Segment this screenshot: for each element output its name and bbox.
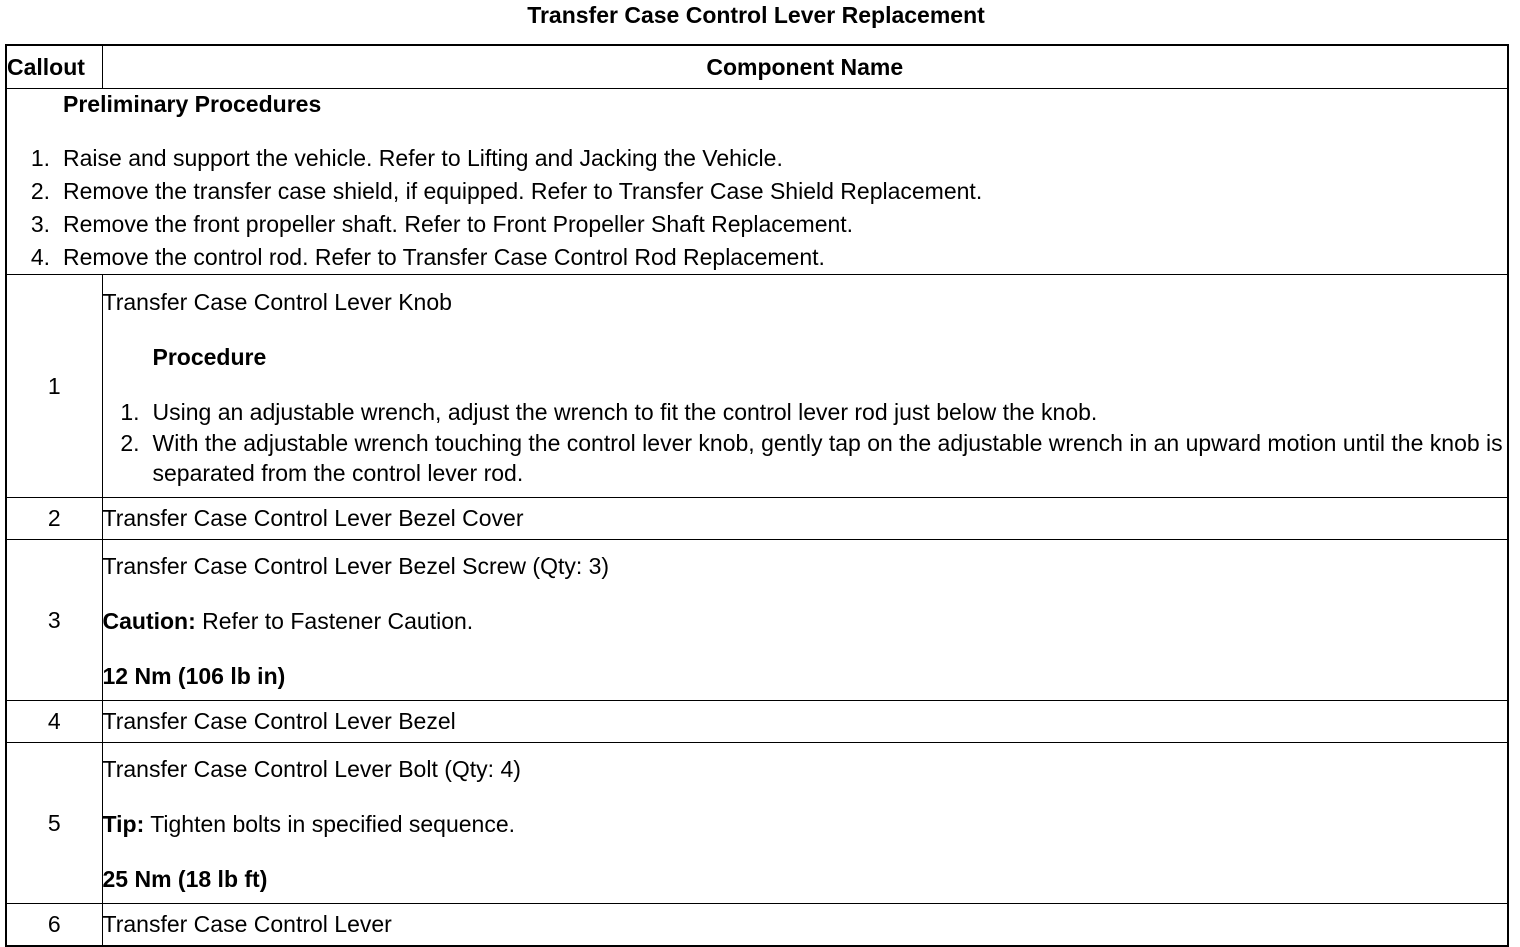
procedure-heading: Procedure <box>152 343 267 370</box>
caution-label: Caution: <box>102 608 196 634</box>
tip-note <box>103 809 1508 839</box>
table-row <box>6 275 1508 498</box>
procedure-step <box>103 428 1508 488</box>
step-number: 2. <box>30 178 50 204</box>
tip-text: Tighten bolts in specified sequence. <box>144 811 516 837</box>
component-cell <box>102 540 1508 701</box>
component-name: Transfer Case Control Lever Knob <box>102 288 452 315</box>
procedure-table <box>5 44 1509 947</box>
component-name: Transfer Case Control Lever Bolt (Qty: 4) <box>102 756 521 782</box>
caution-text: Refer to Fastener Caution. <box>195 608 474 634</box>
preliminary-steps-list <box>7 142 1507 274</box>
preliminary-procedures-heading: Preliminary Procedures <box>63 91 322 117</box>
step-number: 4. <box>30 244 50 270</box>
callout-cell: 1 <box>6 275 102 498</box>
preliminary-procedures-cell <box>6 89 1508 275</box>
step-text: Remove the front propeller shaft. Refer to Front Propeller Shaft Replacement. <box>63 211 854 237</box>
callout-cell: 3 <box>6 540 102 701</box>
callout-cell: 6 <box>6 904 102 947</box>
component-name-column-header: Component Name <box>102 45 1508 89</box>
component-cell <box>102 275 1508 498</box>
callout-column-header: Callout <box>6 45 102 89</box>
table-row <box>6 498 1508 540</box>
step-number: 3. <box>30 211 50 237</box>
callout-cell: 2 <box>6 498 102 540</box>
table-row <box>6 540 1508 701</box>
tip-label: Tip: <box>102 811 145 837</box>
component-name: Transfer Case Control Lever Bezel Screw (Qty: 3) <box>102 553 610 579</box>
step-number: 2. <box>120 429 140 456</box>
table-row <box>6 904 1508 947</box>
component-cell <box>102 743 1508 904</box>
step-text: Remove the control rod. Refer to Transfer Case Control Rod Replacement. <box>63 244 825 270</box>
preliminary-step <box>7 208 1507 241</box>
step-text: Remove the transfer case shield, if equipped. Refer to Transfer Case Shield Replacement. <box>63 178 983 204</box>
step-text: With the adjustable wrench touching the control lever knob, gently tap on the adjustable wrench in an upward motion until the knob is separated from the control lever rod. <box>152 429 1503 486</box>
preliminary-step <box>7 241 1507 274</box>
torque-spec: 25 Nm (18 lb ft) <box>102 866 268 892</box>
step-number: 1. <box>30 145 50 171</box>
component-name: Transfer Case Control Lever Bezel Cover <box>102 498 1508 540</box>
table-row <box>6 743 1508 904</box>
document-title: Transfer Case Control Lever Replacement <box>527 2 985 28</box>
caution-note <box>103 606 1508 636</box>
procedure-steps-list <box>103 397 1508 488</box>
table-row <box>6 701 1508 743</box>
preliminary-procedures-row <box>6 89 1508 275</box>
step-text: Using an adjustable wrench, adjust the wrench to fit the control lever rod just below the knob. <box>152 398 1098 425</box>
step-number: 1. <box>120 398 140 425</box>
torque-spec: 12 Nm (106 lb in) <box>102 663 286 689</box>
header-row <box>6 45 1508 89</box>
callout-cell: 4 <box>6 701 102 743</box>
component-name: Transfer Case Control Lever Bezel <box>102 701 1508 743</box>
callout-cell: 5 <box>6 743 102 904</box>
preliminary-step <box>7 175 1507 208</box>
step-text: Raise and support the vehicle. Refer to Lifting and Jacking the Vehicle. <box>63 145 783 171</box>
component-name: Transfer Case Control Lever <box>102 904 1508 947</box>
procedure-step <box>103 397 1508 428</box>
preliminary-step <box>7 142 1507 175</box>
